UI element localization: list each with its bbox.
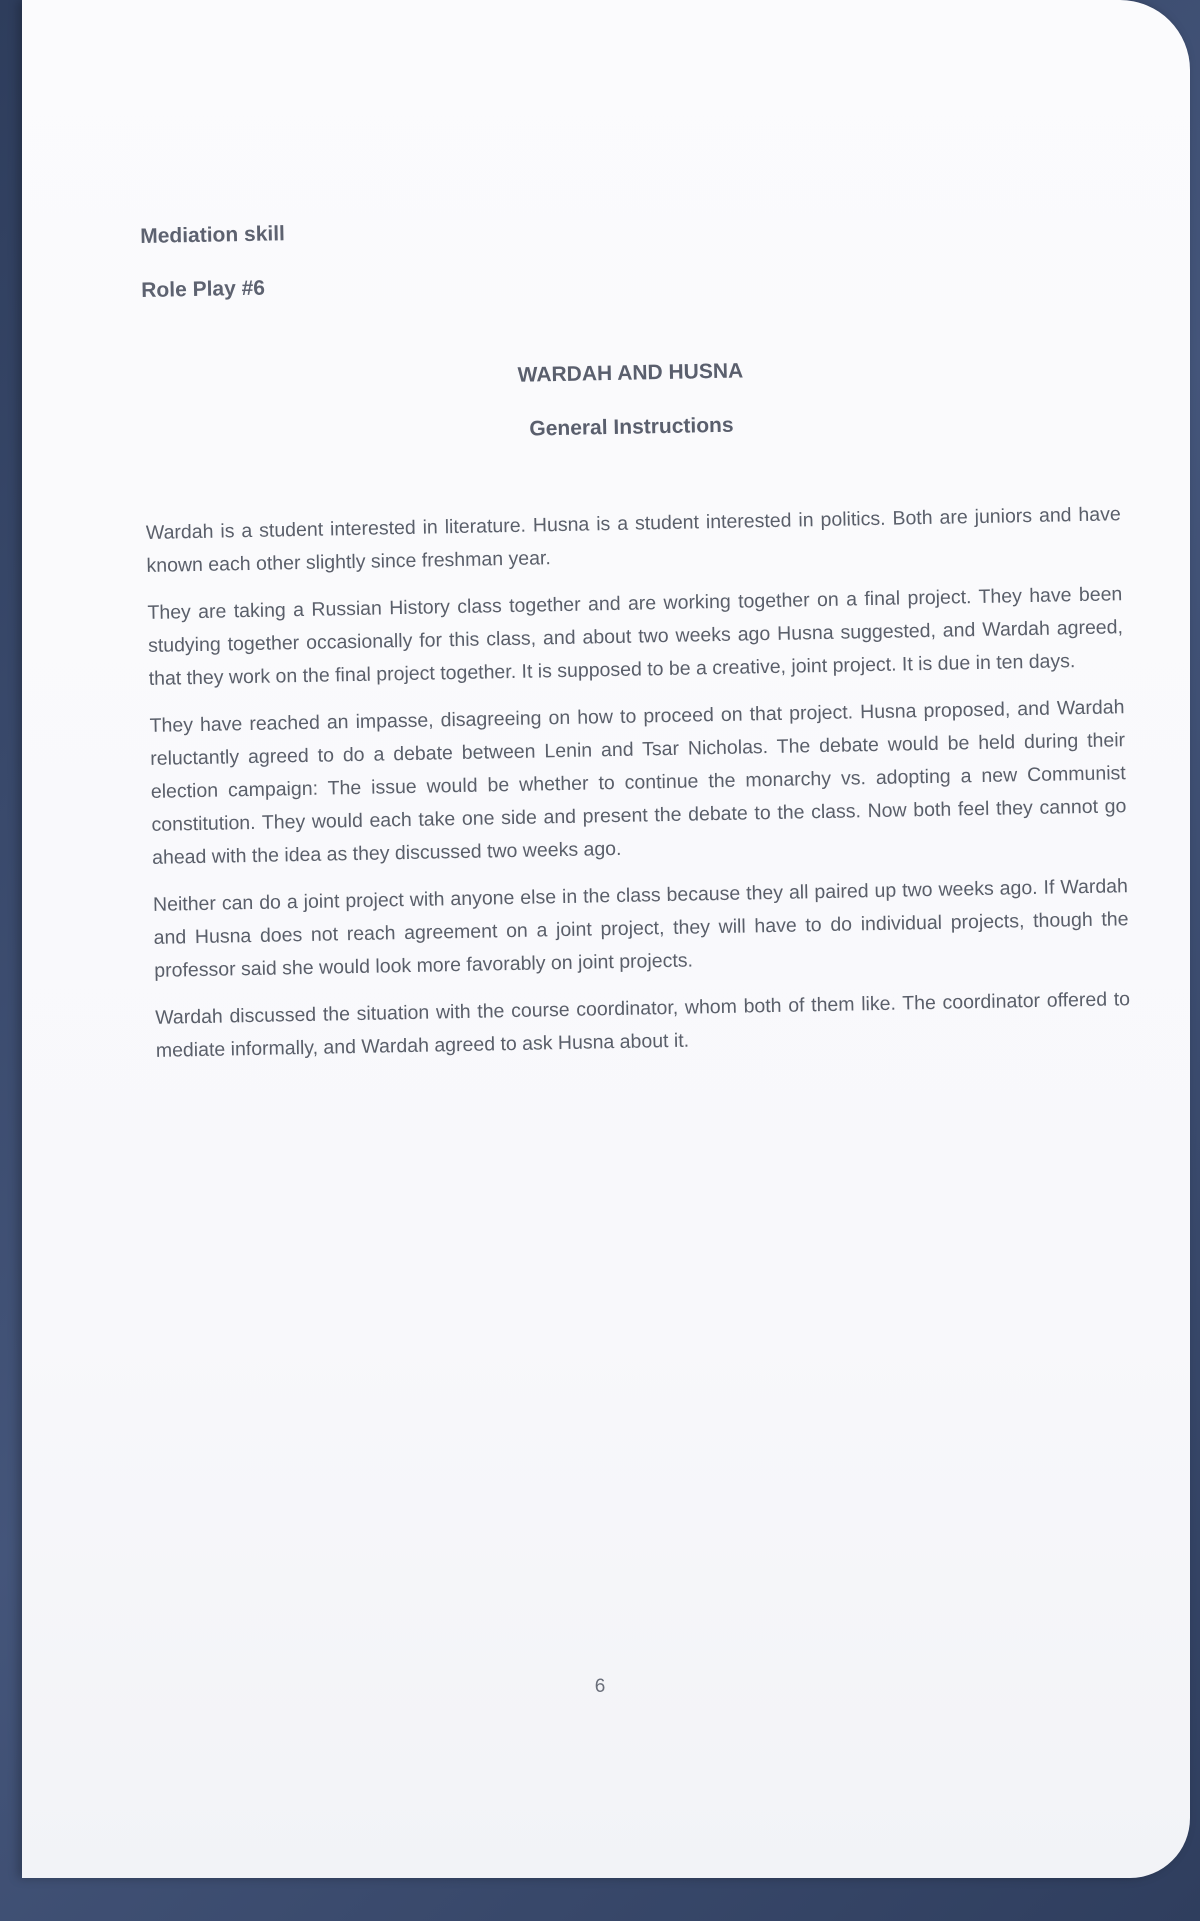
paragraph-5: Wardah discussed the situation with the course coordinator, whom both of them like. The coordinator offered to mediate informally, and Wardah agreed to ask Husna about it.	[155, 988, 1131, 1062]
role-play-label: Role Play #6	[141, 276, 266, 302]
paragraph-4: Neither can do a joint project with anyone else in the class because they all paired up two weeks ago. If Wardah and Husna does not reach agreement on a joint project, they will have to do individual projects, though the professor said she would look more favorably on joint projects.	[152, 875, 1129, 982]
document-content	[140, 206, 1131, 1082]
document-title: WARDAH AND HUSNA	[517, 359, 744, 387]
paragraph-2: They are taking a Russian History class together and are working together on a final project. They have been studying together occasionally for this class, and about two weeks ago Husna suggested, and Wardah agreed, that they work on the final project together. It is supposed to be a creative, joint project. It is due in ten days.	[147, 583, 1124, 690]
course-label: Mediation skill	[140, 222, 286, 248]
paragraph-1: Wardah is a student interested in literature. Husna is a student interested in politics. Both are juniors and have known each other slightly since freshman year.	[145, 503, 1121, 577]
document-subtitle: General Instructions	[529, 413, 734, 441]
paragraph-3: They have reached an impasse, disagreeing on how to proceed on that project. Husna proposed, and Wardah reluctantly agreed to do a debate between Lenin and Tsar Nicholas. The debate would be held during their election campaign: The issue would be whether to continue the monarchy vs. adopting a new Communist constitution. They would each take one side and present the debate to the class. Now both feel they cannot go ahead with the idea as they discussed two weeks ago.	[149, 696, 1127, 869]
body-text	[146, 498, 1131, 1068]
page-number: 6	[594, 1676, 606, 1697]
